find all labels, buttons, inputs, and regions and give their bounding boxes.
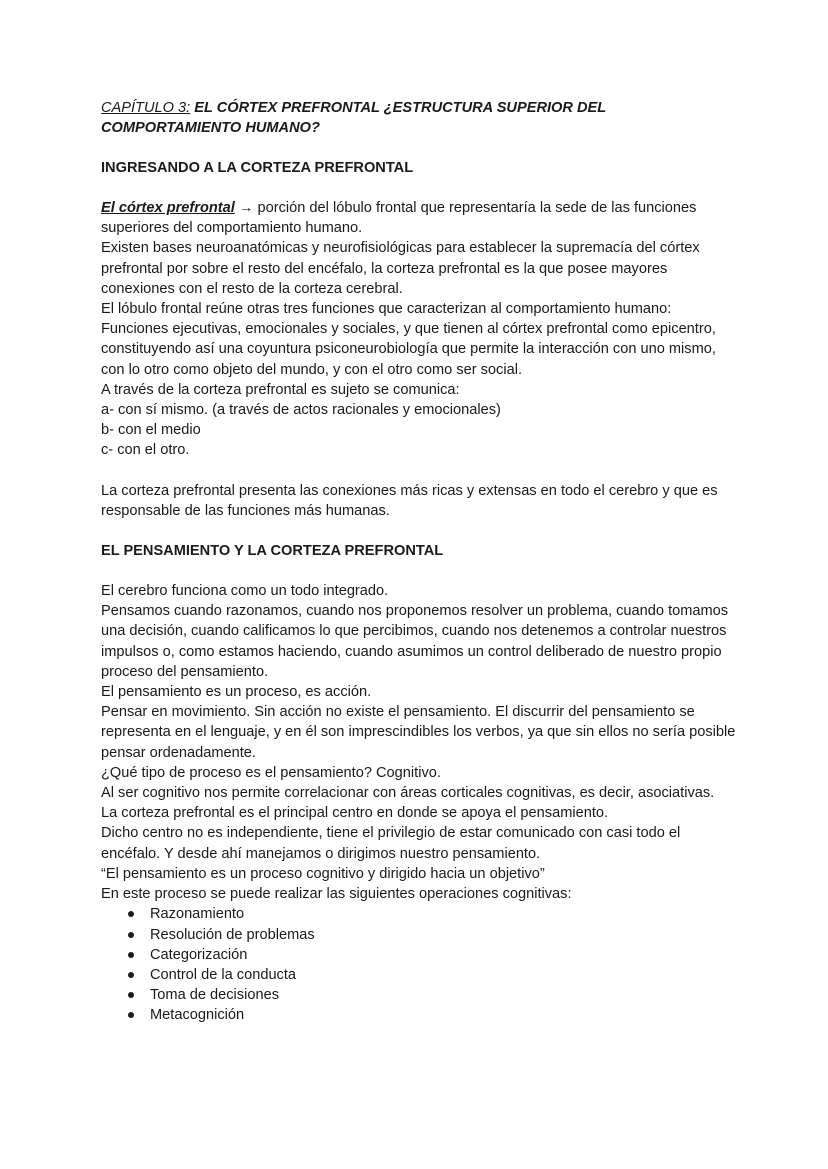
bullet-item	[101, 904, 741, 924]
bullet-icon	[128, 932, 134, 938]
chapter-number: CAPÍTULO 3:	[101, 100, 191, 116]
bullet-text: Razonamiento	[150, 906, 245, 923]
bullet-icon	[128, 972, 134, 978]
paragraph: En este proceso se puede realizar las siguientes operaciones cognitivas:	[101, 886, 572, 903]
bullet-text: Categorización	[150, 946, 248, 963]
bullet-icon	[128, 911, 134, 917]
paragraph: Existen bases neuroanatómicas y neurofisiológicas para establecer la supremacía del córtex prefrontal por sobre el resto del encéfalo, la corteza prefrontal es la que posee mayores conexiones con el resto de la corteza cerebral.	[101, 240, 700, 297]
bullet-text: Metacognición	[150, 1007, 245, 1024]
bullet-text: Resolución de problemas	[150, 926, 315, 943]
paragraph: El lóbulo frontal reúne otras tres funciones que caracterizan al comportamiento humano: Funciones ejecutivas, emocionales y sociales, y que tienen al córtex prefrontal como epicentro, constituyendo así una coyuntura psiconeurobiología que permite la interacción con uno mismo, con lo otro como objeto del mundo, y con el otro como ser social.	[101, 301, 716, 378]
defined-term: El córtex prefrontal	[101, 200, 235, 216]
paragraph: La corteza prefrontal es el principal centro en donde se apoya el pensamiento.	[101, 805, 609, 822]
paragraph: Pensar en movimiento. Sin acción no existe el pensamiento. El discurrir del pensamiento se representa en el lenguaje, y en él son imprescindibles los verbos, ya que sin ellos no sería posible pensar ordenadamente.	[101, 704, 736, 761]
section-1-closing	[101, 481, 741, 521]
paragraph: La corteza prefrontal presenta las conexiones más ricas y extensas en todo el cerebro y que es responsable de las funciones más humanas.	[101, 482, 718, 519]
paragraph: Pensamos cuando razonamos, cuando nos proponemos resolver un problema, cuando tomamos una decisión, cuando calificamos lo que percibimos, cuando nos detenemos a controlar nuestros impulsos o, como estamos haciendo, cuando asumimos un control deliberado de nuestro propio proceso del pensamiento.	[101, 603, 729, 680]
chapter-title	[101, 98, 741, 138]
section-heading-1: INGRESANDO A LA CORTEZA PREFRONTAL	[101, 160, 414, 176]
definition-paragraph	[101, 198, 741, 238]
bullet-icon	[128, 992, 134, 998]
bullet-item	[101, 925, 741, 945]
cognitive-operations-list	[101, 904, 741, 1025]
list-item: b- con el medio	[101, 422, 201, 439]
communication-list	[101, 400, 741, 461]
list-item: a- con sí mismo. (a través de actos racionales y emocionales)	[101, 402, 501, 419]
paragraph: Dicho centro no es independiente, tiene el privilegio de estar comunicado con casi todo el encéfalo. Y desde ahí manejamos o dirigimos nuestro pensamiento.	[101, 825, 681, 862]
paragraph: Al ser cognitivo nos permite correlacionar con áreas corticales cognitivas, es decir, asociativas.	[101, 785, 715, 802]
bullet-text: Toma de decisiones	[150, 987, 279, 1004]
chapter-title-text: EL CÓRTEX PREFRONTAL ¿ESTRUCTURA SUPERIOR DEL COMPORTAMIENTO HUMANO?	[101, 100, 606, 136]
bullet-item	[101, 965, 741, 985]
list-item: c- con el otro.	[101, 442, 190, 459]
quote-paragraph: “El pensamiento es un proceso cognitivo y dirigido hacia un objetivo”	[101, 865, 545, 882]
bullet-item	[101, 1005, 741, 1025]
section-heading-2: EL PENSAMIENTO Y LA CORTEZA PREFRONTAL	[101, 543, 444, 560]
paragraph: A través de la corteza prefrontal es sujeto se comunica:	[101, 381, 460, 398]
bullet-icon	[128, 952, 134, 958]
bullet-text: Control de la conducta	[150, 966, 297, 983]
bullet-item	[101, 985, 741, 1005]
bullet-item	[101, 945, 741, 965]
paragraph: El cerebro funciona como un todo integrado.	[101, 583, 389, 600]
paragraph: ¿Qué tipo de proceso es el pensamiento? Cognitivo.	[101, 764, 441, 781]
section-1-body	[101, 198, 741, 461]
paragraph: El pensamiento es un proceso, es acción.	[101, 684, 372, 701]
section-2-body	[101, 581, 741, 1025]
document-page	[101, 98, 741, 1026]
bullet-icon	[128, 1012, 134, 1018]
definition-text: → porción del lóbulo frontal que representaría la sede de las funciones superiores del comportamiento humano.	[101, 200, 697, 237]
